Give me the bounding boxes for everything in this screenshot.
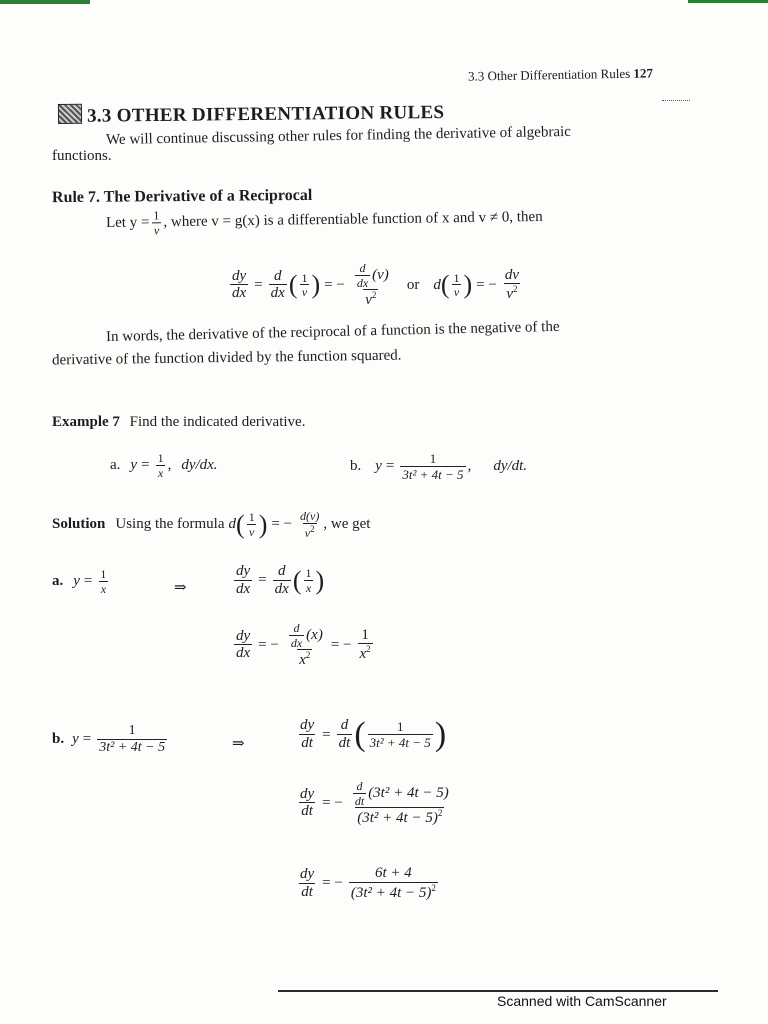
section-box-icon	[58, 104, 82, 124]
formula-d-dx: $\frac{d}{dx}$	[270, 267, 285, 302]
top-edge-strip	[0, 0, 768, 4]
example-prompt: Find the indicated derivative.	[129, 414, 306, 430]
section-title: 3.3 OTHER DIFFERENTIATION RULES	[86, 101, 445, 127]
example-heading	[52, 414, 305, 431]
formula-dv-over-v2: $\frac{d}{dx}$ (v) $v^2$	[356, 261, 389, 309]
rule-formula: $\frac{dy}{dx}$ = $\frac{d}{dx}$ ( $\frac{1}{v}$ ) = − $\frac{d}{dx}$ (v) $v^2$ or d ( $\frac{1}{v}$ ) = − $\frac{dv}{v^2}$	[232, 261, 519, 309]
work-b-given: b. y = $\frac{1}{\text{3t² + 4t − 5}}$	[52, 723, 166, 755]
part-a-target: dy/dx.	[181, 457, 218, 474]
formula-alt-dv-v2: $\frac{dv}{v^2}$	[504, 266, 519, 303]
margin-mark	[662, 100, 690, 101]
part-b-label: b.	[350, 458, 362, 475]
rule-statement-mid: , where v = g(x) is a differentiable function of x and v ≠ 0, then	[163, 209, 543, 231]
solution-line: Solution Using the formula d ( $\frac{1}{v}$ ) = − $\frac{d(v)}{v^2}$ , we get	[52, 509, 371, 540]
rule-fraction-1-over-v: $\frac{1}{v}$	[153, 208, 160, 237]
formula-dy-dx: $\frac{dy}{dx}$	[232, 267, 247, 302]
scanner-watermark: Scanned with CamScanner	[497, 993, 667, 1009]
footer-rule	[278, 990, 718, 992]
solution-text-post: , we get	[323, 516, 371, 533]
example-label: Example 7	[52, 414, 120, 430]
running-head-title: 3.3 Other Differentiation Rules	[467, 65, 631, 84]
rule-words-line-1: In words, the derivative of the reciprocal of a function is the negative of the	[105, 318, 560, 346]
running-head	[468, 65, 653, 84]
rule-statement-pre: Let y =	[105, 214, 150, 232]
work-a-step-1: $\frac{dy}{dx}$ = $\frac{d}{dx}$ ( $\frac{1}{x}$ )	[236, 563, 325, 597]
work-b-step-1: $\frac{dy}{dt}$ = $\frac{d}{dt}$ ( $\frac{1}{\text{3t² + 4t − 5}}$ )	[300, 716, 447, 753]
section-heading	[58, 100, 445, 128]
rule-title: Rule 7. The Derivative of a Reciprocal	[51, 186, 313, 207]
top-edge-left-mark	[0, 0, 90, 4]
solution-text-pre: Using the formula	[115, 516, 225, 533]
intro-line-2: functions.	[52, 148, 112, 164]
work-a-arrow: ⇒	[174, 580, 187, 596]
work-b-step-3: $\frac{dy}{dt}$ = − $\frac{6t + 4}{(3t^2 + 4t - 5)^2}$	[300, 865, 436, 901]
solution-label: Solution	[52, 516, 106, 533]
formula-or: or	[406, 276, 420, 293]
part-a-label: a.	[110, 457, 121, 474]
work-a-step-2: $\frac{dy}{dx}$ = − $\frac{d}{dx}$ (x) $x^2$ = − $\frac{1}{x^2}$	[236, 621, 371, 669]
page-number: 127	[633, 65, 654, 81]
part-b-target: dy/dt.	[493, 458, 528, 475]
example-part-a: a. y = $\frac{1}{x}$ , dy/dx.	[110, 451, 218, 480]
work-b-step-2: $\frac{dy}{dt}$ = − $\frac{d}{dt}$ (3t² + 4t − 5) $(3t^2 + 4t - 5)^2$	[300, 779, 449, 827]
rule-words-line-2: derivative of the function divided by the function squared.	[51, 347, 402, 369]
intro-line-1: We will continue discussing other rules for finding the derivative of algebraic	[105, 123, 572, 149]
part-b-denominator: 3t² + 4t − 5	[402, 466, 464, 482]
example-part-b: b. y = $\frac{1}{\text{3t² + 4t − 5}}$ , dy/dt.	[350, 451, 528, 482]
work-a-given: a. y = $\frac{1}{x}$	[52, 567, 107, 596]
top-edge-right-mark	[688, 0, 768, 3]
rule-statement	[106, 204, 543, 237]
work-b-arrow: ⇒	[232, 736, 245, 752]
